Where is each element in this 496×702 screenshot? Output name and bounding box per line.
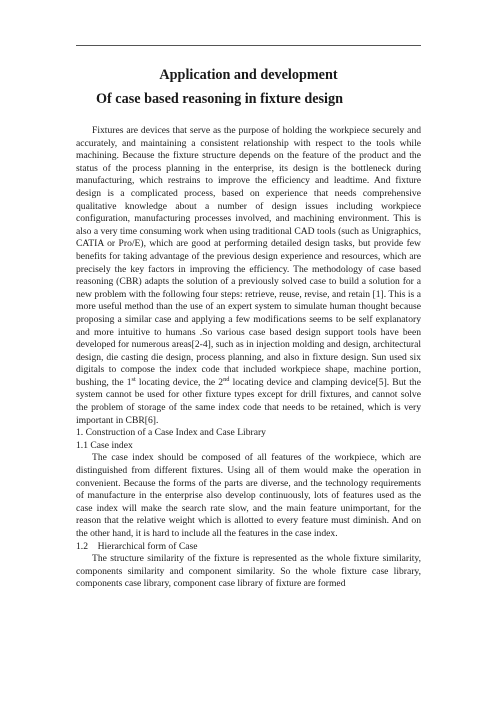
header-rule [76, 45, 421, 46]
ordinal-suffix: nd [223, 375, 230, 383]
subsection-heading-1-2: 1.2 Hierarchical form of Case [76, 540, 198, 552]
paragraph-intro [76, 125, 421, 427]
paragraph-case-index: The case index should be composed of all features of the workpiece, which are distinguished from different fixtures. Using all of them would make the operation in convenient. Because the forms of the parts are diverse, and the technology requirements of manufacture in the enterprise also develop continuously, lots of features used as the case index will make the search rate slow, and the main feature unimportant, for the reason that the relative weight which is allotted to every feature must diminish. And on the other hand, it is hard to include all the features in the case index. [76, 452, 421, 539]
title-line-2: Of case based reasoning in fixture design [96, 91, 343, 107]
subsection-heading-1-1: 1.1 Case index [76, 439, 133, 451]
paragraph-intro-part-a: Fixtures are devices that serve as the purpose of holding the workpiece securely and accurately, and maintaining a consistent relationship with respect to the tools while machining. Because the fixture structure depends on the feature of the product and the status of the process planning in the enterprise, its design is the bottleneck during manufacturing, which restrains to improve the efficiency and leadtime. And fixture design is a complicated process, based on experience that needs comprehensive qualitative knowledge about a number of design issues including workpiece configuration, manufacturing processes involved, and machining environment. This is also a very time consuming work when using traditional CAD tools (such as Unigraphics, CATIA or Pro/E), which are good at performing detailed design tasks, but provide few benefits for taking advantage of the previous design experience and resources, which are precisely the key factors in improving the efficiency. The methodology of case based reasoning (CBR) adapts the solution of a previously solved case to build a solution for a new problem with the following four steps: retrieve, reuse, revise, and retain [1]. This is a more useful method than the use of an expert system to simulate human thought because proposing a similar case and applying a few modifications seems to be self explanatory and more intuitive to humans .So various case based design support tools have been developed for numerous areas[2-4], such as in injection molding and design, architectural design, die casting die design, process planning, and also in fixture design. Sun used six digitals to compose the index code that included workpiece shape, machine portion, bushing, the 1 [76, 125, 421, 388]
body-text [76, 125, 421, 591]
paragraph-intro-part-b: locating device, the 2 [135, 376, 224, 388]
paragraph-intro-part-c: locating device and clamping device[5]. But the system cannot be used for other fixture types except for drill fixtures, and cannot solve the problem of storage of the same index code that needs to be retained, which is very important in CBR[6]. [76, 376, 421, 426]
title-line-1: Application and development [159, 67, 338, 83]
paragraph-hierarchical-form: The structure similarity of the fixture is represented as the whole fixture similarity, components similarity and component similarity. So the whole fixture case library, components case library, component case library of fixture are formed [76, 553, 421, 590]
section-heading-1: 1. Construction of a Case Index and Case Library [76, 427, 266, 439]
ordinal-suffix: st [131, 375, 136, 383]
